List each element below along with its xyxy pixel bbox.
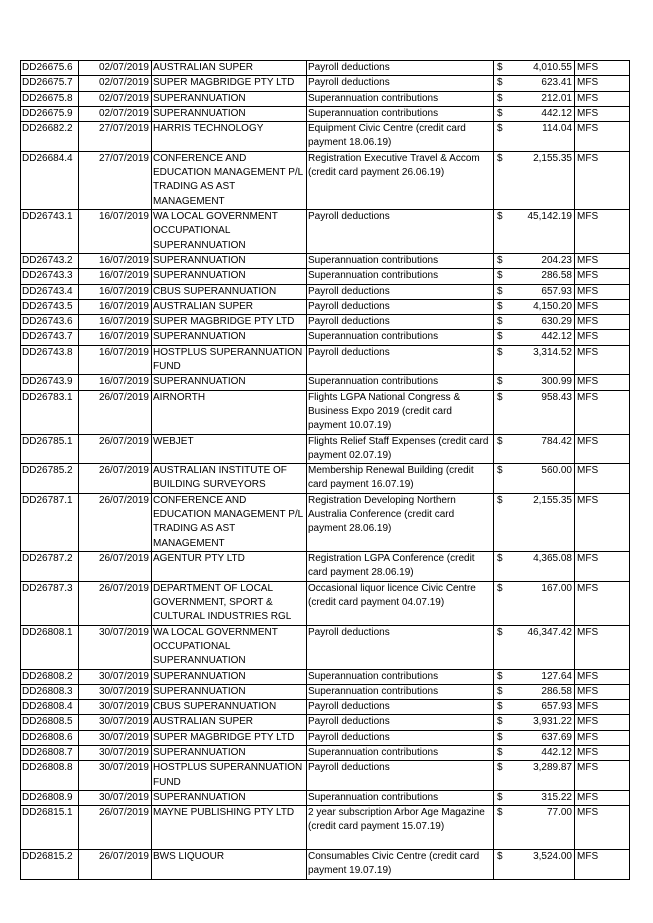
- table-row: [21, 669, 630, 684]
- payee-cell: AIRNORTH: [152, 390, 307, 434]
- table-row: [21, 464, 630, 494]
- code-cell: MFS: [575, 151, 630, 209]
- payee-cell: HOSTPLUS SUPERANNUATION FUND: [152, 345, 307, 375]
- ref-cell: DD26808.3: [21, 684, 79, 699]
- code-cell: MFS: [575, 761, 630, 791]
- code-cell: MFS: [575, 551, 630, 581]
- ref-cell: DD26808.4: [21, 700, 79, 715]
- ref-cell: DD26684.4: [21, 151, 79, 209]
- amount-cell: 3,289.87: [511, 761, 575, 791]
- table-row: [21, 284, 630, 299]
- ref-cell: DD26785.1: [21, 434, 79, 464]
- ref-cell: DD26787.2: [21, 551, 79, 581]
- payee-cell: SUPERANNUATION: [152, 269, 307, 284]
- ref-cell: DD26743.7: [21, 330, 79, 345]
- currency-cell: $: [494, 551, 511, 581]
- currency-cell: $: [494, 700, 511, 715]
- amount-cell: 315.22: [511, 790, 575, 805]
- amount-cell: 4,150.20: [511, 299, 575, 314]
- currency-cell: $: [494, 464, 511, 494]
- ref-cell: DD26743.8: [21, 345, 79, 375]
- date-cell: 30/07/2019: [79, 684, 152, 699]
- currency-cell: $: [494, 493, 511, 551]
- amount-cell: 2,155.35: [511, 151, 575, 209]
- payee-cell: SUPERANNUATION: [152, 330, 307, 345]
- date-cell: 26/07/2019: [79, 493, 152, 551]
- ref-cell: DD26743.4: [21, 284, 79, 299]
- table-row: [21, 684, 630, 699]
- ref-cell: DD26783.1: [21, 390, 79, 434]
- currency-cell: $: [494, 434, 511, 464]
- description-cell: Superannuation contributions: [307, 669, 494, 684]
- currency-cell: $: [494, 375, 511, 390]
- description-cell: Flights LGPA National Congress & Business Expo 2019 (credit card payment 10.07.19): [307, 390, 494, 434]
- table-row: [21, 122, 630, 152]
- payee-cell: WEBJET: [152, 434, 307, 464]
- amount-cell: 286.58: [511, 684, 575, 699]
- amount-cell: 442.12: [511, 106, 575, 121]
- description-cell: Payroll deductions: [307, 761, 494, 791]
- amount-cell: 2,155.35: [511, 493, 575, 551]
- description-cell: Payroll deductions: [307, 209, 494, 253]
- code-cell: MFS: [575, 806, 630, 850]
- table-row: [21, 745, 630, 760]
- table-row: [21, 493, 630, 551]
- currency-cell: $: [494, 61, 511, 76]
- date-cell: 30/07/2019: [79, 761, 152, 791]
- currency-cell: $: [494, 669, 511, 684]
- description-cell: Payroll deductions: [307, 284, 494, 299]
- table-row: [21, 299, 630, 314]
- amount-cell: 46,347.42: [511, 625, 575, 669]
- date-cell: 30/07/2019: [79, 730, 152, 745]
- payee-cell: SUPER MAGBRIDGE PTY LTD: [152, 730, 307, 745]
- description-cell: Superannuation contributions: [307, 269, 494, 284]
- description-cell: Membership Renewal Building (credit card payment 16.07.19): [307, 464, 494, 494]
- ref-cell: DD26787.1: [21, 493, 79, 551]
- currency-cell: $: [494, 76, 511, 91]
- table-row: [21, 269, 630, 284]
- description-cell: Payroll deductions: [307, 61, 494, 76]
- code-cell: MFS: [575, 581, 630, 625]
- table-row: [21, 345, 630, 375]
- currency-cell: $: [494, 284, 511, 299]
- code-cell: MFS: [575, 284, 630, 299]
- description-cell: Payroll deductions: [307, 730, 494, 745]
- payee-cell: BWS LIQUOUR: [152, 850, 307, 880]
- code-cell: MFS: [575, 730, 630, 745]
- payee-cell: SUPERANNUATION: [152, 669, 307, 684]
- date-cell: 30/07/2019: [79, 700, 152, 715]
- table-row: [21, 581, 630, 625]
- payee-cell: CBUS SUPERANNUATION: [152, 700, 307, 715]
- date-cell: 16/07/2019: [79, 299, 152, 314]
- code-cell: MFS: [575, 299, 630, 314]
- amount-cell: 286.58: [511, 269, 575, 284]
- payments-sheet: [20, 60, 629, 880]
- ref-cell: DD26787.3: [21, 581, 79, 625]
- description-cell: Registration LGPA Conference (credit card payment 28.06.19): [307, 551, 494, 581]
- code-cell: MFS: [575, 790, 630, 805]
- currency-cell: $: [494, 269, 511, 284]
- amount-cell: 45,142.19: [511, 209, 575, 253]
- table-row: [21, 625, 630, 669]
- amount-cell: 657.93: [511, 700, 575, 715]
- payee-cell: SUPER MAGBRIDGE PTY LTD: [152, 76, 307, 91]
- amount-cell: 77.00: [511, 806, 575, 850]
- amount-cell: 657.93: [511, 284, 575, 299]
- amount-cell: 3,314.52: [511, 345, 575, 375]
- code-cell: MFS: [575, 850, 630, 880]
- currency-cell: $: [494, 790, 511, 805]
- amount-cell: 560.00: [511, 464, 575, 494]
- date-cell: 16/07/2019: [79, 315, 152, 330]
- code-cell: MFS: [575, 269, 630, 284]
- ref-cell: DD26743.2: [21, 253, 79, 268]
- amount-cell: 784.42: [511, 434, 575, 464]
- currency-cell: $: [494, 581, 511, 625]
- payee-cell: SUPERANNUATION: [152, 790, 307, 805]
- payee-cell: AUSTRALIAN INSTITUTE OF BUILDING SURVEYORS: [152, 464, 307, 494]
- payee-cell: MAYNE PUBLISHING PTY LTD: [152, 806, 307, 850]
- currency-cell: $: [494, 209, 511, 253]
- amount-cell: 204.23: [511, 253, 575, 268]
- amount-cell: 212.01: [511, 91, 575, 106]
- description-cell: Superannuation contributions: [307, 375, 494, 390]
- table-row: [21, 76, 630, 91]
- currency-cell: $: [494, 745, 511, 760]
- code-cell: MFS: [575, 375, 630, 390]
- payee-cell: AUSTRALIAN SUPER: [152, 61, 307, 76]
- description-cell: Superannuation contributions: [307, 745, 494, 760]
- payee-cell: AUSTRALIAN SUPER: [152, 299, 307, 314]
- code-cell: MFS: [575, 315, 630, 330]
- currency-cell: $: [494, 122, 511, 152]
- ref-cell: DD26808.5: [21, 715, 79, 730]
- payee-cell: WA LOCAL GOVERNMENT OCCUPATIONAL SUPERANNUATION: [152, 625, 307, 669]
- code-cell: MFS: [575, 684, 630, 699]
- date-cell: 30/07/2019: [79, 669, 152, 684]
- ref-cell: DD26743.6: [21, 315, 79, 330]
- payee-cell: CONFERENCE AND EDUCATION MANAGEMENT P/L TRADING AS AST MANAGEMENT: [152, 151, 307, 209]
- date-cell: 16/07/2019: [79, 269, 152, 284]
- payee-cell: CBUS SUPERANNUATION: [152, 284, 307, 299]
- table-row: [21, 375, 630, 390]
- currency-cell: $: [494, 684, 511, 699]
- payee-cell: SUPERANNUATION: [152, 253, 307, 268]
- description-cell: Payroll deductions: [307, 345, 494, 375]
- payments-table-body: [21, 61, 630, 880]
- date-cell: 02/07/2019: [79, 106, 152, 121]
- currency-cell: $: [494, 761, 511, 791]
- description-cell: Registration Developing Northern Australia Conference (credit card payment 28.06.19): [307, 493, 494, 551]
- ref-cell: DD26743.5: [21, 299, 79, 314]
- description-cell: Superannuation contributions: [307, 91, 494, 106]
- payee-cell: SUPER MAGBRIDGE PTY LTD: [152, 315, 307, 330]
- ref-cell: DD26675.8: [21, 91, 79, 106]
- description-cell: Equipment Civic Centre (credit card payment 18.06.19): [307, 122, 494, 152]
- code-cell: MFS: [575, 700, 630, 715]
- currency-cell: $: [494, 390, 511, 434]
- payee-cell: CONFERENCE AND EDUCATION MANAGEMENT P/L TRADING AS AST MANAGEMENT: [152, 493, 307, 551]
- date-cell: 30/07/2019: [79, 625, 152, 669]
- amount-cell: 3,931.22: [511, 715, 575, 730]
- currency-cell: $: [494, 91, 511, 106]
- currency-cell: $: [494, 151, 511, 209]
- amount-cell: 958.43: [511, 390, 575, 434]
- table-row: [21, 790, 630, 805]
- table-row: [21, 850, 630, 880]
- date-cell: 02/07/2019: [79, 61, 152, 76]
- code-cell: MFS: [575, 106, 630, 121]
- code-cell: MFS: [575, 625, 630, 669]
- table-row: [21, 806, 630, 850]
- amount-cell: 442.12: [511, 330, 575, 345]
- amount-cell: 114.04: [511, 122, 575, 152]
- amount-cell: 4,010.55: [511, 61, 575, 76]
- ref-cell: DD26808.2: [21, 669, 79, 684]
- currency-cell: $: [494, 345, 511, 375]
- table-row: [21, 209, 630, 253]
- description-cell: Superannuation contributions: [307, 253, 494, 268]
- ref-cell: DD26743.3: [21, 269, 79, 284]
- code-cell: MFS: [575, 76, 630, 91]
- payments-table: [20, 60, 630, 880]
- description-cell: Payroll deductions: [307, 625, 494, 669]
- payee-cell: DEPARTMENT OF LOCAL GOVERNMENT, SPORT & CULTURAL INDUSTRIES RGL: [152, 581, 307, 625]
- ref-cell: DD26808.1: [21, 625, 79, 669]
- currency-cell: $: [494, 106, 511, 121]
- payee-cell: HARRIS TECHNOLOGY: [152, 122, 307, 152]
- code-cell: MFS: [575, 91, 630, 106]
- ref-cell: DD26682.2: [21, 122, 79, 152]
- currency-cell: $: [494, 715, 511, 730]
- code-cell: MFS: [575, 253, 630, 268]
- currency-cell: $: [494, 330, 511, 345]
- code-cell: MFS: [575, 209, 630, 253]
- amount-cell: 442.12: [511, 745, 575, 760]
- ref-cell: DD26808.9: [21, 790, 79, 805]
- ref-cell: DD26808.6: [21, 730, 79, 745]
- code-cell: MFS: [575, 434, 630, 464]
- table-row: [21, 330, 630, 345]
- code-cell: MFS: [575, 61, 630, 76]
- date-cell: 27/07/2019: [79, 151, 152, 209]
- table-row: [21, 551, 630, 581]
- amount-cell: 630.29: [511, 315, 575, 330]
- description-cell: Payroll deductions: [307, 700, 494, 715]
- currency-cell: $: [494, 806, 511, 850]
- table-row: [21, 106, 630, 121]
- description-cell: Occasional liquor licence Civic Centre (credit card payment 04.07.19): [307, 581, 494, 625]
- payee-cell: SUPERANNUATION: [152, 375, 307, 390]
- ref-cell: DD26785.2: [21, 464, 79, 494]
- date-cell: 16/07/2019: [79, 209, 152, 253]
- description-cell: Payroll deductions: [307, 715, 494, 730]
- payee-cell: SUPERANNUATION: [152, 745, 307, 760]
- code-cell: MFS: [575, 715, 630, 730]
- description-cell: Payroll deductions: [307, 299, 494, 314]
- date-cell: 16/07/2019: [79, 330, 152, 345]
- ref-cell: DD26675.9: [21, 106, 79, 121]
- date-cell: 02/07/2019: [79, 76, 152, 91]
- table-row: [21, 434, 630, 464]
- description-cell: Flights Relief Staff Expenses (credit card payment 02.07.19): [307, 434, 494, 464]
- table-row: [21, 730, 630, 745]
- payee-cell: SUPERANNUATION: [152, 91, 307, 106]
- code-cell: MFS: [575, 345, 630, 375]
- payee-cell: AGENTUR PTY LTD: [152, 551, 307, 581]
- code-cell: MFS: [575, 330, 630, 345]
- ref-cell: DD26675.7: [21, 76, 79, 91]
- table-row: [21, 151, 630, 209]
- ref-cell: DD26743.1: [21, 209, 79, 253]
- date-cell: 02/07/2019: [79, 91, 152, 106]
- payee-cell: HOSTPLUS SUPERANNUATION FUND: [152, 761, 307, 791]
- table-row: [21, 315, 630, 330]
- code-cell: MFS: [575, 122, 630, 152]
- amount-cell: 637.69: [511, 730, 575, 745]
- currency-cell: $: [494, 253, 511, 268]
- code-cell: MFS: [575, 745, 630, 760]
- currency-cell: $: [494, 625, 511, 669]
- date-cell: 26/07/2019: [79, 806, 152, 850]
- payee-cell: WA LOCAL GOVERNMENT OCCUPATIONAL SUPERANNUATION: [152, 209, 307, 253]
- date-cell: 26/07/2019: [79, 581, 152, 625]
- ref-cell: DD26743.9: [21, 375, 79, 390]
- date-cell: 27/07/2019: [79, 122, 152, 152]
- date-cell: 16/07/2019: [79, 375, 152, 390]
- description-cell: Superannuation contributions: [307, 684, 494, 699]
- description-cell: Superannuation contributions: [307, 106, 494, 121]
- date-cell: 16/07/2019: [79, 253, 152, 268]
- ref-cell: DD26675.6: [21, 61, 79, 76]
- amount-cell: 4,365.08: [511, 551, 575, 581]
- code-cell: MFS: [575, 390, 630, 434]
- code-cell: MFS: [575, 493, 630, 551]
- currency-cell: $: [494, 850, 511, 880]
- description-cell: 2 year subscription Arbor Age Magazine (credit card payment 15.07.19): [307, 806, 494, 850]
- payee-cell: SUPERANNUATION: [152, 684, 307, 699]
- payee-cell: AUSTRALIAN SUPER: [152, 715, 307, 730]
- amount-cell: 127.64: [511, 669, 575, 684]
- date-cell: 26/07/2019: [79, 434, 152, 464]
- table-row: [21, 390, 630, 434]
- description-cell: Superannuation contributions: [307, 790, 494, 805]
- description-cell: Registration Executive Travel & Accom (credit card payment 26.06.19): [307, 151, 494, 209]
- date-cell: 26/07/2019: [79, 464, 152, 494]
- date-cell: 26/07/2019: [79, 551, 152, 581]
- amount-cell: 300.99: [511, 375, 575, 390]
- table-row: [21, 61, 630, 76]
- date-cell: 16/07/2019: [79, 284, 152, 299]
- currency-cell: $: [494, 315, 511, 330]
- date-cell: 26/07/2019: [79, 850, 152, 880]
- ref-cell: DD26808.8: [21, 761, 79, 791]
- date-cell: 26/07/2019: [79, 390, 152, 434]
- date-cell: 30/07/2019: [79, 745, 152, 760]
- table-row: [21, 91, 630, 106]
- date-cell: 16/07/2019: [79, 345, 152, 375]
- table-row: [21, 761, 630, 791]
- description-cell: Payroll deductions: [307, 315, 494, 330]
- code-cell: MFS: [575, 669, 630, 684]
- amount-cell: 623.41: [511, 76, 575, 91]
- currency-cell: $: [494, 299, 511, 314]
- table-row: [21, 700, 630, 715]
- payee-cell: SUPERANNUATION: [152, 106, 307, 121]
- currency-cell: $: [494, 730, 511, 745]
- table-row: [21, 715, 630, 730]
- description-cell: Payroll deductions: [307, 76, 494, 91]
- table-row: [21, 253, 630, 268]
- description-cell: Superannuation contributions: [307, 330, 494, 345]
- ref-cell: DD26815.1: [21, 806, 79, 850]
- ref-cell: DD26815.2: [21, 850, 79, 880]
- description-cell: Consumables Civic Centre (credit card payment 19.07.19): [307, 850, 494, 880]
- amount-cell: 3,524.00: [511, 850, 575, 880]
- ref-cell: DD26808.7: [21, 745, 79, 760]
- date-cell: 30/07/2019: [79, 715, 152, 730]
- date-cell: 30/07/2019: [79, 790, 152, 805]
- amount-cell: 167.00: [511, 581, 575, 625]
- code-cell: MFS: [575, 464, 630, 494]
